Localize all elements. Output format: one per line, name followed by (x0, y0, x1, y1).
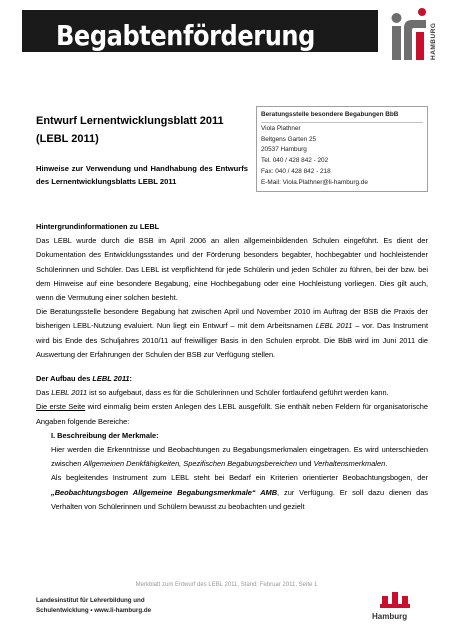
contact-title: Beratungsstelle besondere Begabungen BbB (261, 110, 423, 123)
logo-text: HAMBURG (430, 22, 437, 60)
paragraph: Das LEBL 2011 ist so aufgebaut, dass es für die Schülerinnen und Schüler fortlaufend geführt werden kann. (36, 388, 389, 398)
document-title (36, 112, 246, 148)
contact-line: Tel. 040 / 428 842 - 202 (261, 157, 329, 165)
header-banner (0, 0, 453, 68)
document-title-line2: (LEBL 2011) (36, 133, 99, 145)
body-text (36, 220, 428, 514)
contact-line: 20537 Hamburg (261, 146, 307, 154)
document-title-line1: Entwurf Lernentwicklungsblatt 2011 (36, 115, 224, 127)
contact-line: Fax: 040 / 428 842 - 218 (261, 167, 331, 175)
paragraph: Hier werden die Erkenntnisse und Beobachtungen zu Begabungsmerkmalen eingetragen. Es wird unterschieden zwischen Allgemeinen Denkfähigkeiten, Spezifischen Begabungsbereichen und Verhaltensmerkmalen. (51, 445, 428, 469)
banner-bar (22, 10, 378, 52)
hamburg-logo-text: Hamburg (372, 612, 408, 621)
contact-line: Viola Plathner (261, 124, 301, 132)
contact-box (256, 106, 428, 192)
paragraph: Als begleitendes Instrument zum LEBL steht bei Bedarf ein Kriterien orientierter Beobachtungsbogen, der „Beobachtungsbogen Allgemeine Begabungsmerkmale“ AMB, zur Verfügung. Er soll dazu dienen das Verhalten von Schülerinnen und Schülern bewusst zu beobachten und gezielt (51, 473, 429, 511)
section-heading: Hintergrundinformationen zu LEBL (36, 222, 160, 231)
paragraph: Das LEBL wurde durch die BSB im April 2006 an allen allgemeinbildenden Schulen eingeführt. Es dient der Dokumentation des Entwicklungsstandes und der Förderung besonders begabter, hochbegabter und hochleistender Schülerinnen und Schüler. Das LEBL ist verpflichtend für jede Schülerin und jeden Schüler zu führen, bei der bzw. bei dem Hinweise auf eine besondere Begabung, eine Hochbegabung oder eine Hochleistung vorliegen. Dies gilt auch, wenn die Vermutung einer solchen besteht. (36, 236, 428, 303)
li-hamburg-logo (386, 6, 434, 66)
paragraph: Die erste Seite wird einmalig beim ersten Anlegen des LEBL ausgefüllt. Sie enthält neben Feldern für organisatorische Angaben folgende Bereiche: (36, 402, 428, 426)
contact-email: E-Mail: Viola.Plathner@li-hamburg.de (261, 178, 368, 186)
list-item-heading: I. Beschreibung der Merkmale: (51, 430, 159, 440)
footer-institute: Landesinstitut für Lehrerbildung und Schulentwicklung • www.li-hamburg.de (36, 597, 152, 614)
banner-title: Begabtenförderung (56, 19, 315, 52)
contact-line: Beltgens Garten 25 (261, 135, 317, 143)
footer-note: Merkblatt zum Entwurf des LEBL 2011, Stand: Februar 2011, Seite 1 (135, 582, 318, 588)
section-heading: Der Aufbau des LEBL 2011: (36, 374, 132, 384)
document-subtitle: Hinweise zur Verwendung und Handhabung des Entwurfs des Lernentwicklungsblatts LEBL 2011 (36, 164, 248, 186)
paragraph: Die Beratungsstelle besondere Begabung hat zwischen April und November 2010 im Auftrag der BSB die Praxis der bisherigen LEBL-Nutzung evaluiert. Nun liegt ein Entwurf – mit dem Arbeitsnamen LEBL 2011 – vor. Das Instrument wird bis Ende des Schuljahres 2010/11 auf freiwilliger Basis in den Schulen erprobt. Die BbB wird im Juni 2011 die Auswertung der Erfahrungen der Schulen der BSB zur Verfügung stellen. (36, 307, 428, 359)
